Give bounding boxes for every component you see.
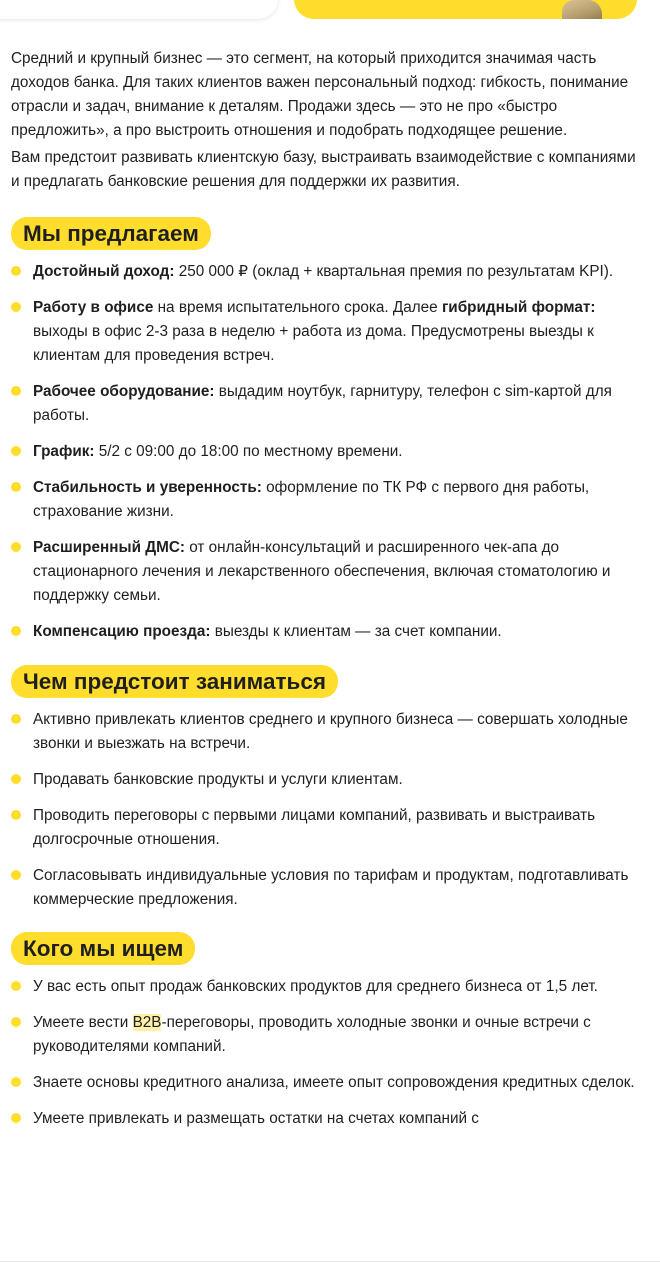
bullet-dot-icon bbox=[11, 870, 21, 880]
duties-list bbox=[11, 708, 636, 912]
bottom-divider bbox=[0, 1261, 660, 1262]
offer-list bbox=[11, 260, 636, 644]
list-item: Расширенный ДМС: от онлайн-консультаций и расширенного чек-апа до стационарного лечения и лекарственного обеспечения, включая стоматологию и поддержку семьи. bbox=[11, 536, 636, 608]
bullet-dot-icon bbox=[11, 386, 21, 396]
vacancy-content bbox=[11, 47, 636, 1131]
section-heading-offer: Мы предлагаем bbox=[11, 217, 211, 250]
intro-paragraph-2: Вам предстоит развивать клиентскую базу, выстраивать взаимодействие с компаниями и предлагать банковские решения для поддержки их развития. bbox=[11, 149, 636, 190]
card-illustration bbox=[562, 0, 602, 19]
list-item: Работу в офисе на время испытательного срока. Далее гибридный формат: выходы в офис 2-3 раза в неделю + работа из дома. Предусмотрены выезды к клиентам для проведения встреч. bbox=[11, 296, 636, 368]
intro-paragraph-1: Средний и крупный бизнес — это сегмент, на который приходится значимая часть доходов банка. Для таких клиентов важен персональный подход: гибкость, понимание отрасли и задач, внимание к деталям. Продажи здесь — это не про «быстро предложить», а про выстроить отношения и подобрать подходящее решение. bbox=[11, 50, 629, 139]
list-item: Компенсацию проезда: выезды к клиентам — за счет компании. bbox=[11, 620, 636, 644]
bullet-dot-icon bbox=[11, 1017, 21, 1027]
list-item: Продавать банковские продукты и услуги клиентам. bbox=[11, 768, 636, 792]
section-heading-requirements: Кого мы ищем bbox=[11, 932, 195, 965]
bullet-dot-icon bbox=[11, 446, 21, 456]
bullet-dot-icon bbox=[11, 1077, 21, 1087]
section-heading-duties: Чем предстоит заниматься bbox=[11, 665, 338, 698]
list-item: Умеете вести B2B-переговоры, проводить холодные звонки и очные встречи с руководителями компаний. bbox=[11, 1011, 636, 1059]
list-item: Умеете привлекать и размещать остатки на счетах компаний с bbox=[11, 1107, 636, 1131]
list-item: Активно привлекать клиентов среднего и крупного бизнеса — совершать холодные звонки и выезжать на встречи. bbox=[11, 708, 636, 756]
bullet-dot-icon bbox=[11, 542, 21, 552]
info-card-white[interactable] bbox=[0, 0, 278, 19]
list-item: Достойный доход: 250 000 ₽ (оклад + квартальная премия по результатам KPI). bbox=[11, 260, 636, 284]
bullet-dot-icon bbox=[11, 714, 21, 724]
intro bbox=[11, 47, 636, 194]
top-cards bbox=[0, 0, 660, 20]
bullet-dot-icon bbox=[11, 266, 21, 276]
list-item: Знаете основы кредитного анализа, имеете опыт сопровождения кредитных сделок. bbox=[11, 1071, 636, 1095]
bullet-dot-icon bbox=[11, 482, 21, 492]
highlighted-term: B2B bbox=[132, 1014, 162, 1031]
bullet-dot-icon bbox=[11, 981, 21, 991]
list-item: Согласовывать индивидуальные условия по тарифам и продуктам, подготавливать коммерческие предложения. bbox=[11, 864, 636, 912]
list-item: Стабильность и уверенность: оформление по ТК РФ с первого дня работы, страхование жизни. bbox=[11, 476, 636, 524]
list-item: Проводить переговоры с первыми лицами компаний, развивать и выстраивать долгосрочные отношения. bbox=[11, 804, 636, 852]
requirements-list bbox=[11, 975, 636, 1131]
list-item: Рабочее оборудование: выдадим ноутбук, гарнитуру, телефон с sim-картой для работы. bbox=[11, 380, 636, 428]
info-card-yellow[interactable] bbox=[294, 0, 637, 19]
bullet-dot-icon bbox=[11, 810, 21, 820]
list-item: У вас есть опыт продаж банковских продуктов для среднего бизнеса от 1,5 лет. bbox=[11, 975, 636, 999]
bullet-dot-icon bbox=[11, 1113, 21, 1123]
bullet-dot-icon bbox=[11, 626, 21, 636]
bullet-dot-icon bbox=[11, 302, 21, 312]
list-item: График: 5/2 с 09:00 до 18:00 по местному времени. bbox=[11, 440, 636, 464]
bullet-dot-icon bbox=[11, 774, 21, 784]
